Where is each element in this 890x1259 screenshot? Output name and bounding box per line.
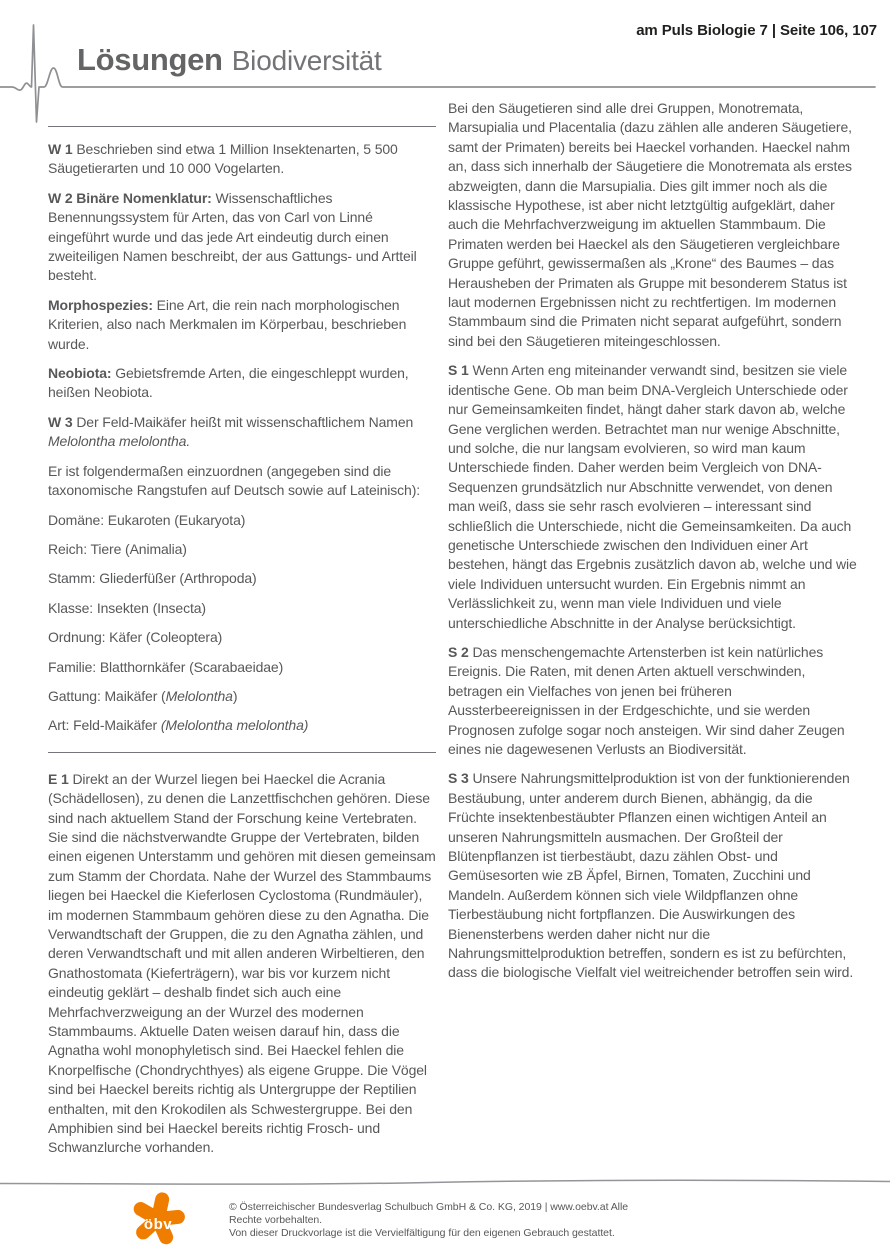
paragraph-text: Gebietsfremde Arten, die eingeschleppt wurden, heißen Neobiota. (48, 365, 409, 401)
paragraph (48, 511, 436, 530)
paragraph-label: W 2 Binäre Nomenklatur: (48, 189, 216, 206)
paragraph-text: ) (232, 687, 238, 704)
paragraph-text: Wenn Arten eng miteinander verwandt sind, besitzen sie viele identische Gene. Ob man beim DNA-Vergleich Unterschiede oder nur Gemeinsamkeiten findet, hängt daher stark davon ab, welche Gene verglichen werden. Betrachtet man nur wenige Abschnitte, und solche, die nur langsam evolvieren, so wird man kaum Unterschiede finden. Daher werden beim Vergleich von DNA-Sequenzen grundsätzlich nur Abschnitte verwendet, von denen man weiß, dass sie sehr rasch evolvieren – interessant sind schließlich die Unterschiede, nicht die Gemeinsamkeiten. Da auch genetische Unterschiede zwischen den Individuen einer Art bestehen, hängt das Ergebnis zusätzlich davon ab, welche und wie viele Individuen untersucht wurden. Ein Ergebnis nimmt an Verlässlichkeit zu, wenn man viele Individuen und viele unterschiedliche Abschnitte in der Analyse berücksichtigt. (448, 362, 857, 631)
paragraph-text: Art: Feld-Maikäfer (48, 717, 161, 734)
paragraph-label: S 2 (448, 643, 473, 660)
paragraph-text: Beschrieben sind etwa 1 Million Insektenarten, 5 500 Säugetierarten und 10 000 Vogelarten. (48, 141, 398, 177)
paragraph (48, 770, 436, 1158)
paragraph (48, 716, 436, 735)
paragraph-text: Eine Art, die rein nach morphologischen Kriterien, also nach Merkmalen im Körperbau, beschrieben wurde. (48, 296, 407, 352)
paragraph-label: E 1 (48, 770, 73, 787)
paragraph-text: Das menschengemachte Artensterben ist kein natürliches Ereignis. Die Raten, mit denen Arten aktuell verschwinden, betragen ein Vielfaches von jenen bei früheren Aussterbeereignissen in der Erdgeschichte, und sie werden Prognosen zufolge sogar noch ansteigen. Wir sind daher Zeugen eines nie dagewesenen Verlusts an Biodiversität. (448, 643, 845, 757)
paragraph-text: Klasse: Insekten (Insecta) (48, 599, 206, 616)
left-column-rule (48, 126, 436, 127)
page-reference: am Puls Biologie 7 | Seite 106, 107 (636, 22, 877, 39)
paragraph (448, 99, 860, 351)
page-title-subject: Biodiversität (231, 45, 382, 76)
paragraph (48, 687, 436, 706)
species-name: Melolontha (165, 687, 233, 704)
paragraph (48, 540, 436, 559)
oebv-logo-text: öbv (143, 1216, 173, 1233)
paragraph (48, 140, 436, 179)
paragraph-text: Reich: Tiere (Animalia) (48, 540, 187, 557)
paragraph-label: S 1 (448, 362, 473, 379)
paragraph (48, 569, 436, 588)
paragraph-label: Morphospezies: (48, 296, 157, 313)
paragraph-text: Unsere Nahrungsmittelproduktion ist von der funktionierenden Bestäubung, unter anderem durch Bienen, abhängig, da die Früchte insektenbestäubter Pflanzen einen wichtigen Anteil an unseren Nahrungsmitteln ausmachen. Der Großteil der Blütenpflanzen ist tierbestäubt, dazu zählen Obst- und Gemüsesorten wie zB Äpfel, Birnen, Tomaten, Zucchini und Mandeln. Außerdem können sich viele Wildpflanzen ohne Tierbestäubung nicht fortpflanzen. Die Auswirkungen des Bienensterbens werden daher nicht nur die Nahrungsmittelproduktion betreffen, sondern es ist zu befürchten, dass die biologische Vielfalt viel weitreichender betroffen sein wird. (448, 770, 854, 981)
paragraph (48, 296, 436, 354)
paragraph (48, 413, 436, 452)
page-title (77, 42, 382, 78)
paragraph-label: Neobiota: (48, 365, 116, 382)
section-divider (48, 752, 436, 753)
paragraph-text: Ordnung: Käfer (Coleoptera) (48, 629, 223, 646)
paragraph (448, 643, 860, 759)
paragraph-text: Wissenschaftliches Benennungssystem für Arten, das von Carl von Linné eingeführt wurde und das jede Art eindeutig durch einen zweiteiligen Namen beschreibt, der aus Gattungs- und Artteil besteht. (48, 189, 417, 284)
paragraph (48, 628, 436, 647)
species-name: (Melolontha melolontha) (160, 717, 309, 734)
paragraph (48, 462, 436, 501)
footer-copyright-line: Rechte vorbehalten. (229, 1214, 323, 1226)
paragraph-label: W 1 (48, 141, 77, 157)
oebv-logo (124, 1192, 192, 1246)
paragraph-text: Der Feld-Maikäfer heißt mit wissenschaftlichem Namen (76, 413, 414, 430)
paragraph (48, 658, 436, 677)
paragraph (448, 769, 860, 982)
paragraph (48, 364, 436, 403)
footer-copyright (229, 1201, 628, 1240)
species-name: Melolontha melolontha. (48, 433, 191, 450)
paragraph-text: Familie: Blatthornkäfer (Scarabaeidae) (48, 658, 284, 675)
paragraph-text: Er ist folgendermaßen einzuordnen (angegeben sind die taxonomische Rangstufen auf Deutsch sowie auf Lateinisch): (48, 462, 421, 499)
paragraph (448, 361, 860, 633)
right-column (448, 99, 860, 983)
paragraph-label: W 3 (48, 413, 77, 430)
paragraph (48, 599, 436, 618)
paragraph-text: Domäne: Eukaroten (Eukaryota) (48, 511, 246, 528)
page-title-main: Lösungen (77, 42, 223, 77)
paragraph-text: Stamm: Gliederfüßer (Arthropoda) (48, 570, 257, 587)
paragraph-text: Bei den Säugetieren sind alle drei Gruppen, Monotremata, Marsupialia und Placentalia (dazu zählen alle anderen Säugetiere, samt der Primaten) bereits bei Haeckel vorhanden. Haeckel nahm an, dass sich innerhalb der Säugetiere die Monotremata als erstes abzweigten, dann die Marsupialia. Dies gilt immer noch als die klassische Hypothese, ist aber nicht letztgültig aufgeklärt, daher auch die Mehrfachverzweigung im aktuellen Stammbaum. Die Primaten werden bei Haeckel als den Säugetieren vergleichbare Gruppe geführt, gewissermaßen als „Krone“ des Baumes – das Herausheben der Primaten als Gruppe mit besonderem Status ist laut modernen Ergebnissen nicht zu rechtfertigen. Im modernen Stammbaum sind die Primaten nicht separat aufgeführt, sondern sind bei den Säugetieren miteingeschlossen. (448, 100, 852, 349)
left-column (48, 126, 436, 1158)
paragraph (48, 189, 436, 286)
paragraph-text: Gattung: Maikäfer ( (48, 687, 166, 704)
paragraph-label: S 3 (448, 770, 473, 787)
footer-copyright-line: © Österreichischer Bundesverlag Schulbuch GmbH & Co. KG, 2019 | www.oebv.at Alle (229, 1201, 629, 1213)
paragraph-text: Direkt an der Wurzel liegen bei Haeckel die Acrania (Schädellosen), zu denen die Lanzettfischchen gehören. Diese sind nach aktuellem Stand der Forschung keine Vertebraten. Sie sind die nächstverwandte Gruppe der Vertebraten, bilden einen eigenen Unterstamm und gehören mit diesen gemeinsam zum Stamm der Chordata. Nahe der Wurzel des Stammbaums liegen bei Haeckel die Kieferlosen Cyclostoma (Rundmäuler), im modernen Stammbaum gehören diese zu den Agnatha. Die Verwandtschaft der Gruppen, die zu den Agnatha zählen, und deren Verwandtschaft und mit allen anderen Wirbeltieren, den Gnathostomata (Kieferträgern), war bis vor kurzem nicht eindeutig geklärt – deshalb findet sich auch eine Mehrfachverzweigung an der Wurzel des modernen Stammbaums. Aktuelle Daten weisen darauf hin, dass die Agnatha wohl monophyletisch sind. Bei Haeckel fehlen die Knorpelfische (Chondrychthyes) als eigene Gruppe. Die Vögel sind bei Haeckel bereits richtig als Untergruppe der Reptilien enthalten, mit den Krokodilen als Schwestergruppe. Bei den Amphibien sind bei Haeckel bereits richtig Frosch- und Schwanzlurche vorhanden. (48, 770, 436, 1156)
footer-copyright-line: Von dieser Druckvorlage ist die Vervielfältigung für den eigenen Gebrauch gestattet. (229, 1227, 615, 1239)
